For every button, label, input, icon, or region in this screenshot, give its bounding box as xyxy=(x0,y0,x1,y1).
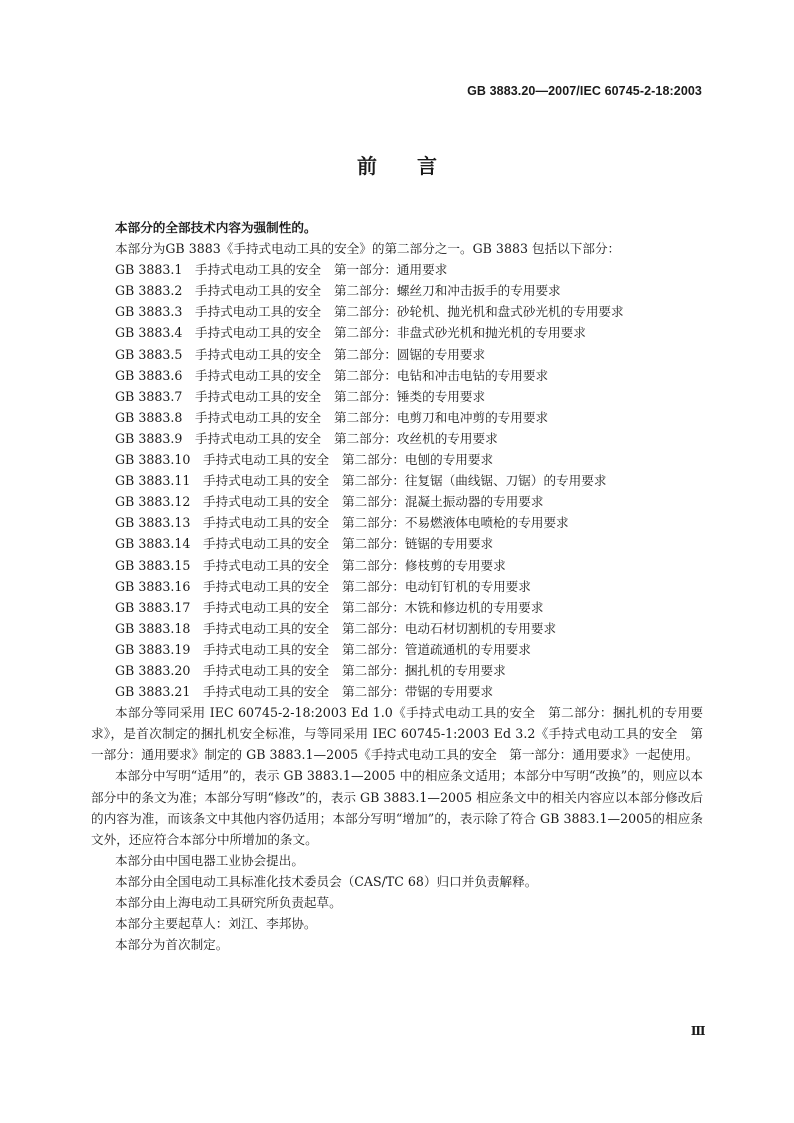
standard-item xyxy=(91,280,703,301)
adoption-paragraph: 本部分等同采用 IEC 60745-2-18:2003 Ed 1.0《手持式电动工具的安全 第二部分：捆扎机的专用要求》，是首次制定的捆扎机安全标准，与等同采用 IEC 60745-1:2003 Ed 3.2《手持式电动工具的安全 第一部分：通用要求》制定的 GB 3883.1—2005《手持式电动工具的安全 第一部分：通用要求》一起使用。 xyxy=(91,705,703,763)
standard-part: 第二部分：不易燃液体电喷枪的专用要求 xyxy=(341,515,569,531)
standard-item xyxy=(91,618,703,639)
standard-part: 第一部分：通用要求 xyxy=(333,262,448,278)
first-edition-paragraph: 本部分为首次制定。 xyxy=(115,937,229,953)
standard-code: GB 3883.12 xyxy=(115,494,191,510)
standard-title: 手持式电动工具的安全 xyxy=(195,325,321,341)
standard-title: 手持式电动工具的安全 xyxy=(203,494,329,510)
standard-code: GB 3883.18 xyxy=(115,620,191,636)
standard-part: 第二部分：修枝剪的专用要求 xyxy=(341,557,506,573)
standard-part: 第二部分：往复锯（曲线锯、刀锯）的专用要求 xyxy=(341,473,607,489)
authors-paragraph: 本部分主要起草人：刘江、李邦协。 xyxy=(115,916,317,932)
standard-item xyxy=(91,407,703,428)
standard-code: GB 3883.15 xyxy=(115,557,191,573)
standard-item xyxy=(91,681,703,702)
standards-list xyxy=(91,259,703,702)
standard-code: GB 3883.20 xyxy=(115,662,191,678)
standard-item xyxy=(91,301,703,322)
standard-code: GB 3883.3 xyxy=(115,304,183,320)
standard-code: GB 3883.14 xyxy=(115,536,191,552)
foreword-body xyxy=(91,217,703,955)
standard-title: 手持式电动工具的安全 xyxy=(203,578,329,594)
standard-code: GB 3883.21 xyxy=(115,684,191,700)
standard-title: 手持式电动工具的安全 xyxy=(195,388,321,404)
standard-title: 手持式电动工具的安全 xyxy=(203,620,329,636)
terminology-paragraph: 本部分中写明“适用”的，表示 GB 3883.1—2005 中的相应条文适用；本部分中写明“改换”的，则应以本部分中的条文为准；本部分写明“修改”的，表示 GB 3883.1—2005 相应条文中的相关内容应以本部分修改后的内容为准，而该条文中其他内容仍适用；本部分写明“增加”的，表示除了符合 GB 3883.1—2005的相应条文外，还应符合本部分中所增加的条文。 xyxy=(91,768,703,847)
standard-code: GB 3883.17 xyxy=(115,599,191,615)
standard-code: GB 3883.11 xyxy=(115,473,191,489)
standard-code: GB 3883.19 xyxy=(115,641,191,657)
standard-item xyxy=(91,365,703,386)
standard-code: GB 3883.1 xyxy=(115,262,183,278)
standard-title: 手持式电动工具的安全 xyxy=(195,367,321,383)
intro-paragraph: 本部分为GB 3883《手持式电动工具的安全》的第二部分之一。GB 3883 包括以下部分： xyxy=(115,241,621,257)
standard-part: 第二部分：电刨的专用要求 xyxy=(341,452,494,468)
standard-item xyxy=(91,259,703,280)
standard-part: 第二部分：带锯的专用要求 xyxy=(341,684,494,700)
standard-code: GB 3883.10 xyxy=(115,452,191,468)
standard-title: 手持式电动工具的安全 xyxy=(203,557,329,573)
standard-part: 第二部分：电动石材切割机的专用要求 xyxy=(341,620,557,636)
standard-code: GB 3883.13 xyxy=(115,515,191,531)
document-code-header: GB 3883.20—2007/IEC 60745-2-18:2003 xyxy=(467,84,702,98)
standard-part: 第二部分：非盘式砂光机和抛光机的专用要求 xyxy=(333,325,586,341)
standard-title: 手持式电动工具的安全 xyxy=(203,662,329,678)
standard-code: GB 3883.5 xyxy=(115,346,183,362)
page-title: 前言 xyxy=(357,154,477,178)
standard-title: 手持式电动工具的安全 xyxy=(203,452,329,468)
standard-code: GB 3883.9 xyxy=(115,430,183,446)
standard-item xyxy=(91,660,703,681)
standard-part: 第二部分：木铣和修边机的专用要求 xyxy=(341,599,544,615)
standard-title: 手持式电动工具的安全 xyxy=(203,536,329,552)
standard-part: 第二部分：圆锯的专用要求 xyxy=(333,346,486,362)
standard-item xyxy=(91,555,703,576)
committee-paragraph: 本部分由全国电动工具标准化技术委员会（CAS/TC 68）归口并负责解释。 xyxy=(115,873,538,889)
standard-item xyxy=(91,386,703,407)
mandatory-statement: 本部分的全部技术内容为强制性的。 xyxy=(115,220,317,235)
standard-part: 第二部分：锤类的专用要求 xyxy=(333,388,486,404)
standard-title: 手持式电动工具的安全 xyxy=(195,304,321,320)
standard-code: GB 3883.4 xyxy=(115,325,183,341)
standard-title: 手持式电动工具的安全 xyxy=(203,684,329,700)
standard-title: 手持式电动工具的安全 xyxy=(203,641,329,657)
standard-title: 手持式电动工具的安全 xyxy=(195,430,321,446)
standard-part: 第二部分：捆扎机的专用要求 xyxy=(341,662,506,678)
standard-item xyxy=(91,597,703,618)
proposer-paragraph: 本部分由中国电器工业协会提出。 xyxy=(115,852,304,868)
standard-title: 手持式电动工具的安全 xyxy=(203,515,329,531)
standard-part: 第二部分：管道疏通机的专用要求 xyxy=(341,641,531,657)
standard-part: 第二部分：链锯的专用要求 xyxy=(341,536,494,552)
standard-code: GB 3883.2 xyxy=(115,283,183,299)
standard-item xyxy=(91,344,703,365)
standard-part: 第二部分：电钻和冲击电钻的专用要求 xyxy=(333,367,549,383)
standard-title: 手持式电动工具的安全 xyxy=(203,473,329,489)
standard-item xyxy=(91,491,703,512)
standard-item xyxy=(91,449,703,470)
standard-title: 手持式电动工具的安全 xyxy=(195,283,321,299)
standard-part: 第二部分：螺丝刀和冲击扳手的专用要求 xyxy=(333,283,561,299)
standard-title: 手持式电动工具的安全 xyxy=(195,262,321,278)
drafter-paragraph: 本部分由上海电动工具研究所负责起草。 xyxy=(115,895,342,910)
standard-part: 第二部分：攻丝机的专用要求 xyxy=(333,430,498,446)
standard-code: GB 3883.6 xyxy=(115,367,183,383)
standard-item xyxy=(91,470,703,491)
standard-part: 第二部分：砂轮机、抛光机和盘式砂光机的专用要求 xyxy=(333,304,624,320)
standard-part: 第二部分：电动钉钉机的专用要求 xyxy=(341,578,531,594)
standard-title: 手持式电动工具的安全 xyxy=(203,599,329,615)
standard-title: 手持式电动工具的安全 xyxy=(195,346,321,362)
standard-item xyxy=(91,533,703,554)
page-number: Ⅲ xyxy=(690,1024,706,1038)
standard-part: 第二部分：混凝土振动器的专用要求 xyxy=(341,494,544,510)
standard-code: GB 3883.7 xyxy=(115,388,183,404)
standard-code: GB 3883.16 xyxy=(115,578,191,594)
standard-item xyxy=(91,639,703,660)
standard-title: 手持式电动工具的安全 xyxy=(195,409,321,425)
standard-item xyxy=(91,512,703,533)
standard-item xyxy=(91,428,703,449)
standard-item xyxy=(91,576,703,597)
standard-part: 第二部分：电剪刀和电冲剪的专用要求 xyxy=(333,409,549,425)
standard-item xyxy=(91,322,703,343)
standard-code: GB 3883.8 xyxy=(115,409,183,425)
